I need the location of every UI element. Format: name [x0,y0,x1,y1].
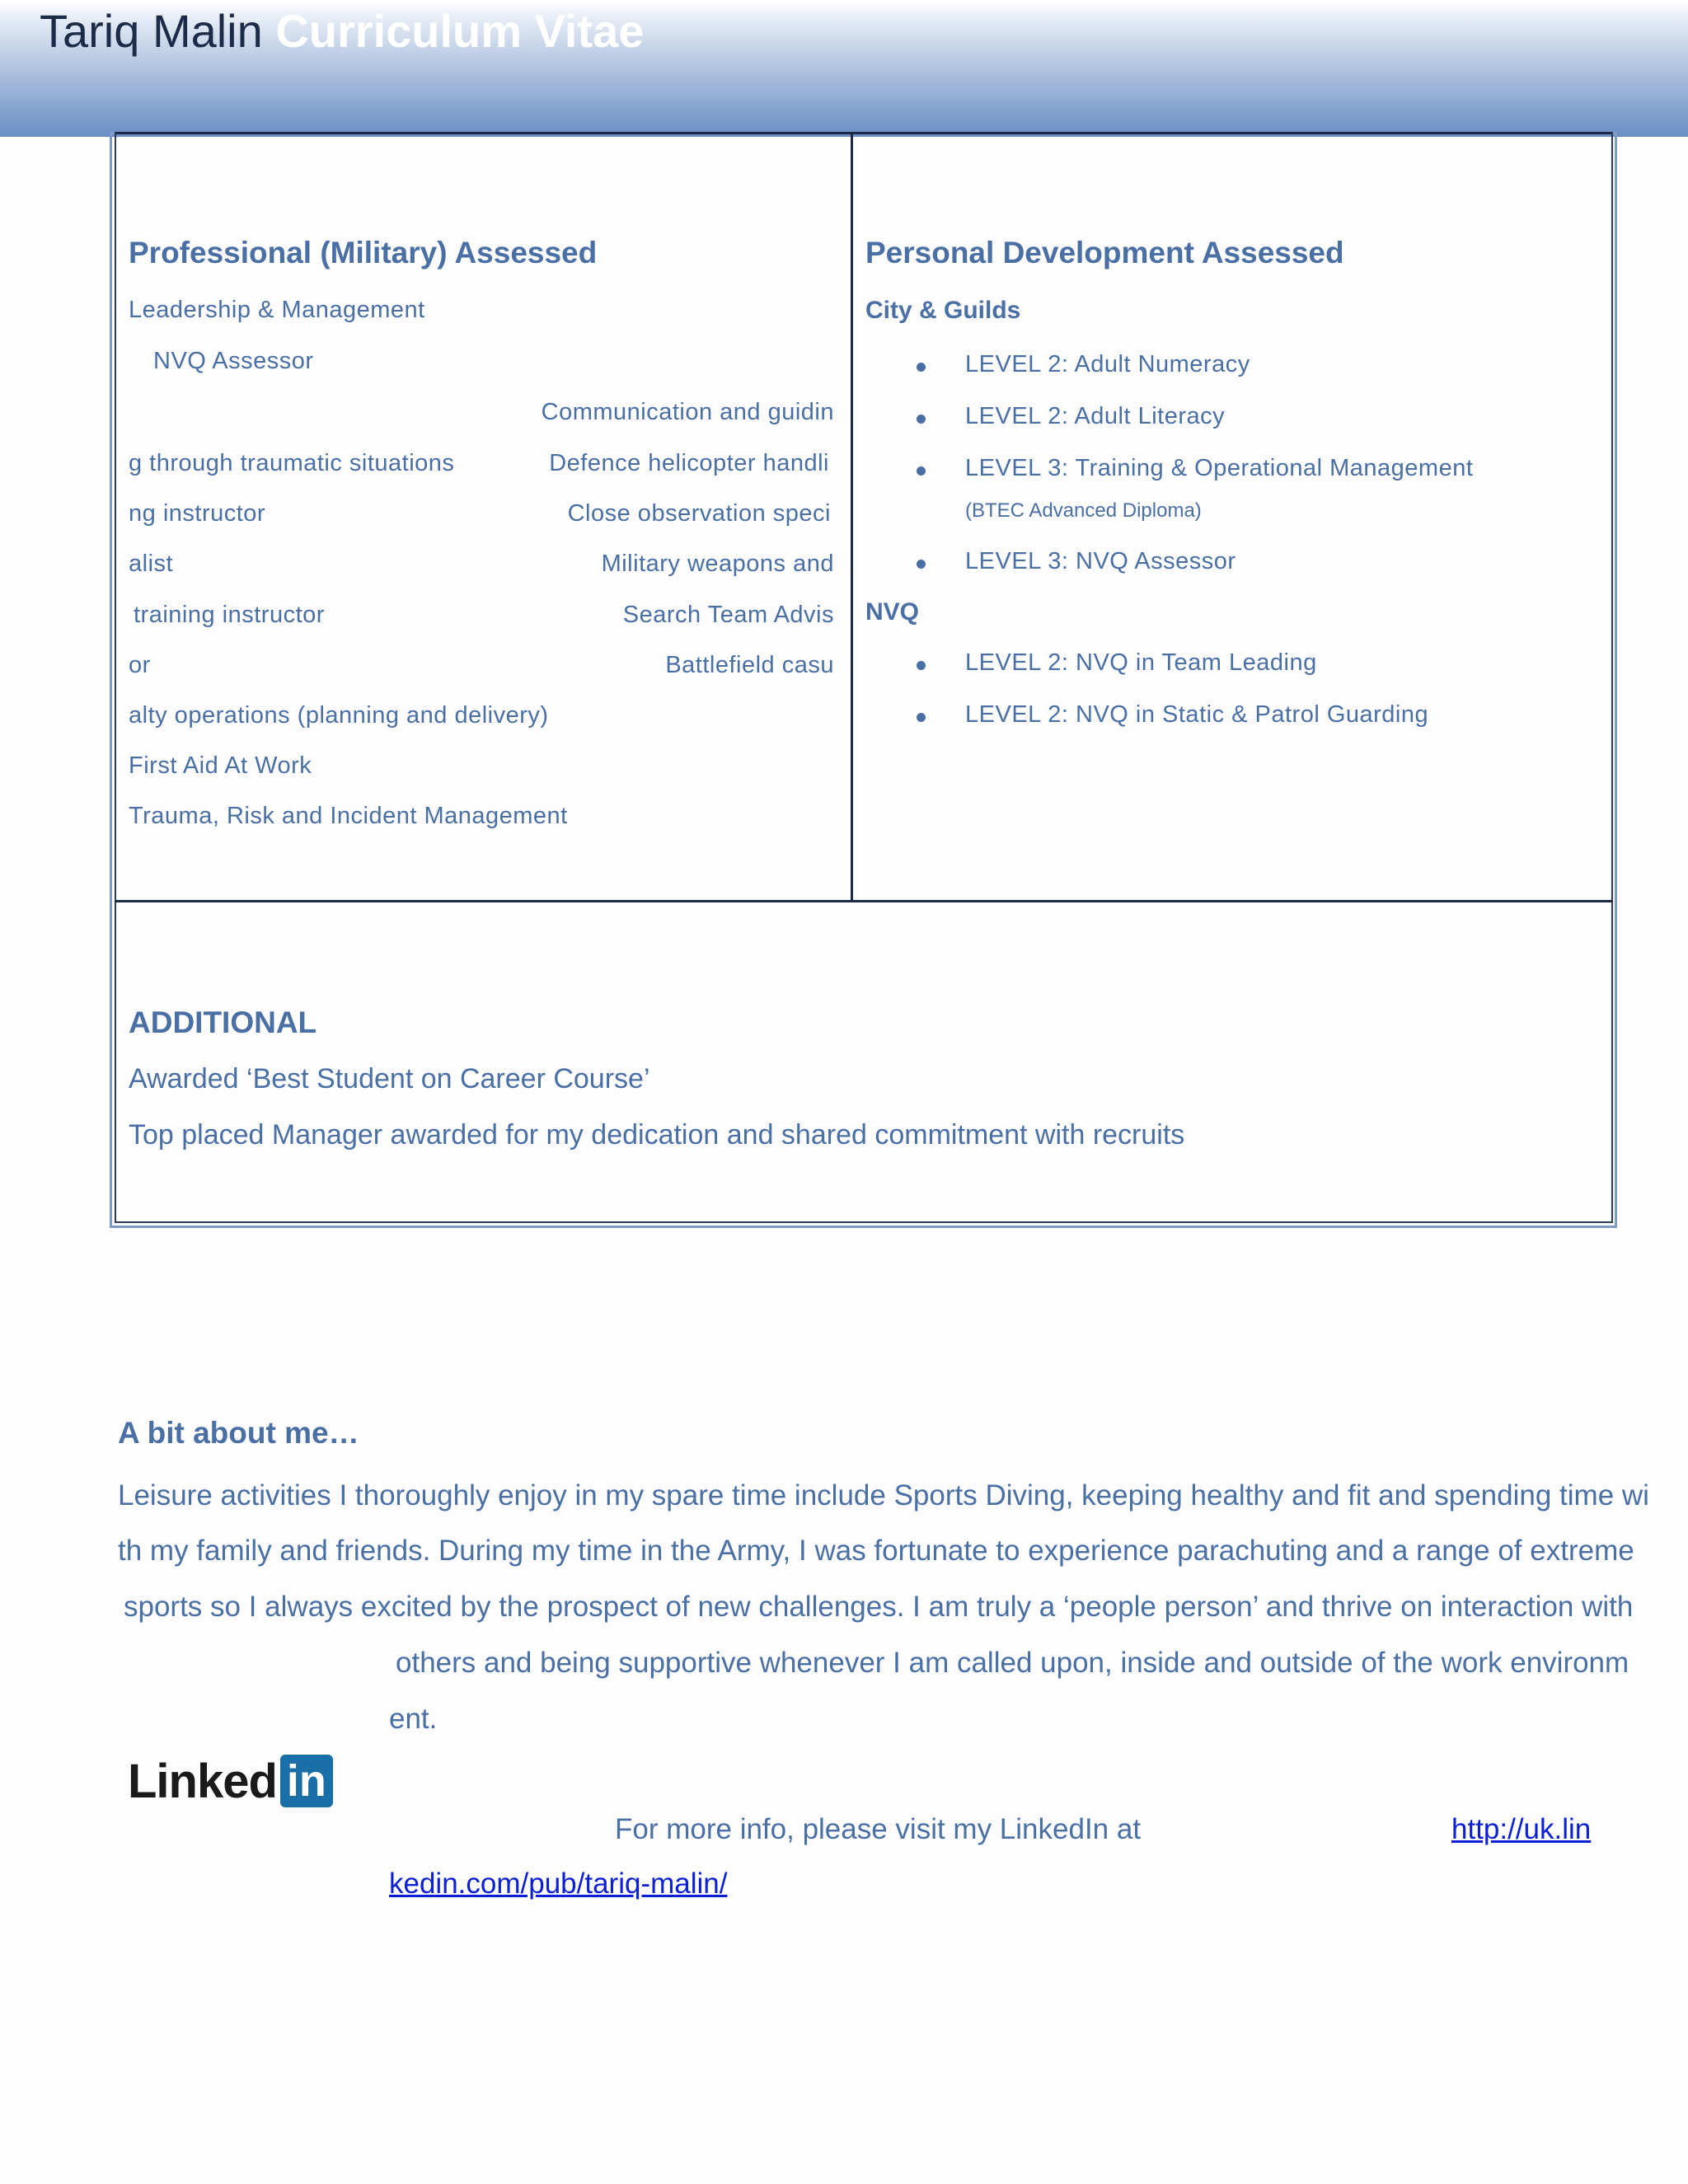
additional-line: Top placed Manager awarded for my dedication and shared commitment with recruits [129,1119,1185,1151]
professional-line: Battlefield casu [665,652,834,678]
row-divider [115,900,1613,902]
bullet-icon [917,415,926,424]
personal-heading: Personal Development Assessed [865,236,1344,269]
city-guilds-label: City & Guilds [865,297,1021,324]
list-item: LEVEL 2: Adult Literacy [965,403,1226,429]
professional-line: Communication and guidin [541,399,834,425]
column-divider [851,132,853,901]
professional-heading: Professional (Military) Assessed [129,236,598,269]
professional-line: First Aid At Work [129,752,312,779]
page-title [40,2,644,61]
professional-line: Leadership & Management [129,297,425,323]
list-item: LEVEL 3: Training & Operational Management [965,455,1474,481]
linkedin-link[interactable]: http://uk.lin [1451,1813,1592,1845]
professional-line: Trauma, Risk and Incident Management [129,803,568,829]
linkedin-logo-icon: Linked in [128,1754,333,1808]
bullet-icon [917,363,926,372]
professional-line: Search Team Advis [622,602,834,628]
professional-line: alist [129,551,174,577]
additional-heading: ADDITIONAL [129,1005,317,1039]
about-line: sports so I always excited by the prospect of new challenges. I am truly a ‘people person’ and thrive on interaction with [124,1591,1634,1623]
professional-line: Close observation speci [567,500,831,527]
about-line: Leisure activities I thoroughly enjoy in my spare time include Sports Diving, keeping healthy and fit and spending time wi [118,1479,1649,1511]
professional-line: Defence helicopter handli [549,450,829,476]
bullet-icon [917,713,926,722]
professional-line: NVQ Assessor [153,348,314,374]
professional-line: ng instructor [129,500,266,527]
qualifications-box [115,132,1613,1223]
bullet-icon [917,466,926,476]
linkedin-link-continued[interactable]: kedin.com/pub/tariq-malin/ [389,1868,728,1900]
list-item: LEVEL 3: NVQ Assessor [965,548,1236,574]
professional-line: training instructor [134,602,325,628]
bullet-icon [917,661,926,670]
about-line: others and being supportive whenever I am called upon, inside and outside of the work environm [396,1647,1629,1679]
about-line: th my family and friends. During my time in the Army, I was fortunate to experience parachuting and a range of extreme [118,1535,1634,1567]
professional-line: alty operations (planning and delivery) [129,702,549,729]
btec-note: (BTEC Advanced Diploma) [965,499,1202,522]
additional-line: Awarded ‘Best Student on Career Course’ [129,1063,650,1094]
bullet-icon [917,560,926,569]
nvq-label: NVQ [865,598,920,626]
list-item: LEVEL 2: NVQ in Team Leading [965,649,1317,676]
professional-line: Military weapons and [601,551,834,577]
more-info-text: For more info, please visit my LinkedIn at [615,1813,1142,1845]
about-line: ent. [389,1703,438,1735]
list-item: LEVEL 2: NVQ in Static & Patrol Guarding [965,701,1429,728]
about-heading: A bit about me… [118,1416,359,1450]
header-cv-title: Curriculum Vitae [275,5,645,57]
list-item: LEVEL 2: Adult Numeracy [965,351,1250,377]
professional-line: or [129,652,151,678]
header-name: Tariq Malin [40,5,263,57]
professional-line: g through traumatic situations [129,450,455,476]
